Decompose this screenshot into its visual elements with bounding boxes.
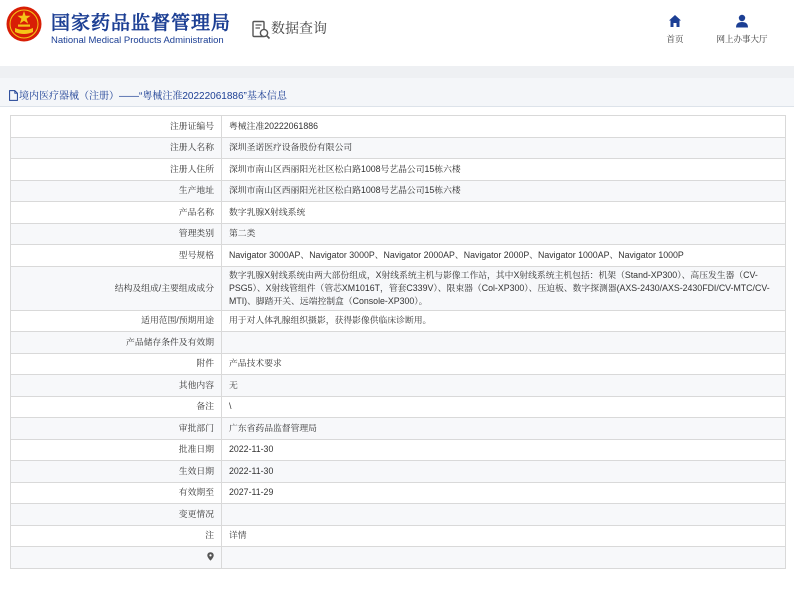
table-row bbox=[11, 159, 786, 181]
site-subtitle: National Medical Products Administration bbox=[51, 35, 224, 46]
nmpa-emblem-logo[interactable] bbox=[6, 6, 42, 42]
field-label: 生产地址 bbox=[11, 180, 222, 202]
document-icon bbox=[9, 90, 18, 101]
field-label: 审批部门 bbox=[11, 418, 222, 440]
field-value: 广东省药品监督管理局 bbox=[222, 418, 786, 440]
field-value: Navigator 3000AP、Navigator 3000P、Navigator 2000AP、Navigator 2000P、Navigator 1000AP、Navigator 1000P bbox=[222, 245, 786, 267]
field-value: 无 bbox=[222, 375, 786, 397]
nav-online-service-hall-label: 网上办事大厅 bbox=[716, 34, 768, 44]
site-header bbox=[0, 0, 794, 66]
field-value bbox=[222, 332, 786, 354]
field-value: 产品技术要求 bbox=[222, 353, 786, 375]
registration-info-table bbox=[10, 115, 786, 569]
field-value: 数字乳腺X射线系统由两大部份组成，X射线系统主机与影像工作站，其中X射线系统主机包括：机架（Stand-XP300）、高压发生器（CV-PSG5）、X射线管组件（管芯XM1016T，管套C339V）、限束器（Col-XP300）、压迫板、数字探测器(AXS-2430/AXS-2430FDI/CV-MTC/CV-MTI)、脚踏开关、远端控制盒（Console-XP300）。 bbox=[222, 266, 786, 310]
table-row bbox=[11, 266, 786, 310]
nav-online-service-hall[interactable] bbox=[708, 14, 776, 45]
field-label: 适用范围/预期用途 bbox=[11, 310, 222, 332]
user-icon bbox=[735, 14, 749, 28]
field-label: 变更情况 bbox=[11, 504, 222, 526]
field-value: 2022-11-30 bbox=[222, 461, 786, 483]
field-label: 结构及组成/主要组成成分 bbox=[11, 266, 222, 310]
field-label: 注 bbox=[11, 525, 222, 547]
field-label-note bbox=[11, 547, 222, 569]
table-row bbox=[11, 353, 786, 375]
field-label: 批准日期 bbox=[11, 439, 222, 461]
table-row bbox=[11, 547, 786, 569]
table-row bbox=[11, 439, 786, 461]
field-label: 管理类别 bbox=[11, 223, 222, 245]
breadcrumb-text: 境内医疗器械（注册）——“粤械注准20222061886”基本信息 bbox=[19, 91, 287, 102]
field-value: \ bbox=[222, 396, 786, 418]
field-value: 2027-11-29 bbox=[222, 482, 786, 504]
field-label: 产品名称 bbox=[11, 202, 222, 224]
table-row bbox=[11, 137, 786, 159]
nav-home-label: 首页 bbox=[666, 34, 684, 44]
table-row bbox=[11, 223, 786, 245]
field-value: 深圳市南山区西丽阳光社区松白路1008号艺晶公司15栋六楼 bbox=[222, 159, 786, 181]
field-label: 生效日期 bbox=[11, 461, 222, 483]
table-row bbox=[11, 332, 786, 354]
table-row bbox=[11, 180, 786, 202]
field-value: 用于对人体乳腺组织摄影，获得影像供临床诊断用。 bbox=[222, 310, 786, 332]
field-label: 备注 bbox=[11, 396, 222, 418]
table-row bbox=[11, 504, 786, 526]
table-row bbox=[11, 525, 786, 547]
breadcrumb bbox=[9, 87, 287, 102]
field-label: 附件 bbox=[11, 353, 222, 375]
table-row bbox=[11, 116, 786, 138]
table-row bbox=[11, 461, 786, 483]
nav-home[interactable] bbox=[659, 14, 691, 45]
table-row bbox=[11, 396, 786, 418]
data-query-icon bbox=[251, 20, 271, 40]
field-label: 产品储存条件及有效期 bbox=[11, 332, 222, 354]
field-label: 注册证编号 bbox=[11, 116, 222, 138]
field-value: 数字乳腺X射线系统 bbox=[222, 202, 786, 224]
location-pin-icon bbox=[207, 552, 214, 561]
site-title[interactable]: 国家药品监督管理局 bbox=[51, 12, 232, 34]
field-label: 其他内容 bbox=[11, 375, 222, 397]
field-value: 深圳圣诺医疗设备股份有限公司 bbox=[222, 137, 786, 159]
table-row bbox=[11, 482, 786, 504]
field-value: 粤械注准20222061886 bbox=[222, 116, 786, 138]
table-row bbox=[11, 418, 786, 440]
table-row bbox=[11, 310, 786, 332]
field-value bbox=[222, 504, 786, 526]
home-icon bbox=[668, 14, 682, 28]
table-row bbox=[11, 202, 786, 224]
table-row bbox=[11, 245, 786, 267]
field-value: 2022-11-30 bbox=[222, 439, 786, 461]
data-query-title: 数据查询 bbox=[271, 21, 327, 37]
field-label: 注册人名称 bbox=[11, 137, 222, 159]
field-label: 有效期至 bbox=[11, 482, 222, 504]
field-value: 第二类 bbox=[222, 223, 786, 245]
field-value: 深圳市南山区西丽阳光社区松白路1008号艺晶公司15栋六楼 bbox=[222, 180, 786, 202]
breadcrumb-bar bbox=[0, 78, 794, 107]
table-row bbox=[11, 375, 786, 397]
header-divider-band bbox=[0, 66, 794, 78]
field-value: 详情 bbox=[222, 525, 786, 547]
field-value bbox=[222, 547, 786, 569]
field-label: 型号规格 bbox=[11, 245, 222, 267]
field-label: 注册人住所 bbox=[11, 159, 222, 181]
